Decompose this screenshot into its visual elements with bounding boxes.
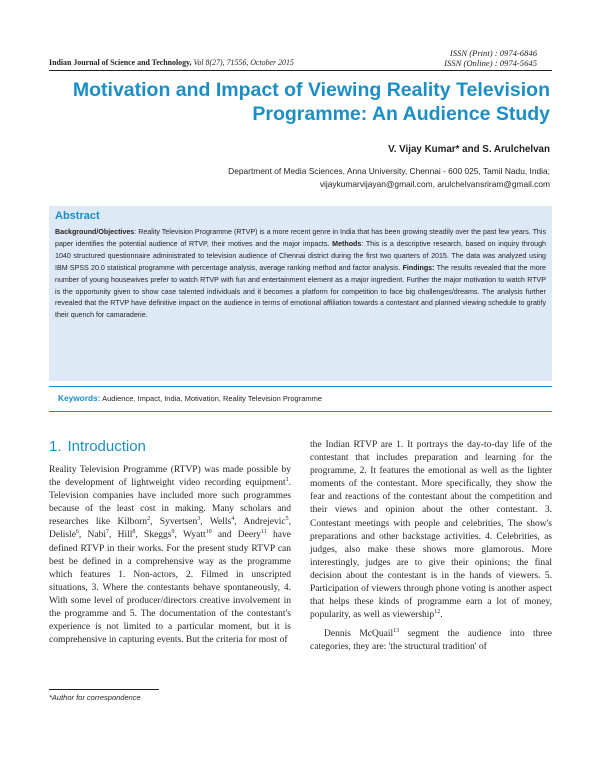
citation-ref: 3 — [197, 516, 201, 523]
intro-paragraph-2: Dennis McQuail$^{13}$ segment the audience into three categories, they are: 'the structural tradition' of — [310, 628, 552, 653]
keywords — [58, 393, 322, 403]
abstract-text — [55, 227, 546, 322]
intro-paragraph-1: Reality Television Programme (RTVP) was made possible by the development of lightweight video recording equipment$^1$. Television companies have included more such programmes because of the least cost in making. Many scholars and researches like Kilborn$^2$, Syvertsen$^3$, Wells$^4$, Andrejevic$^5$, Delisle$^6$, Nabi$^7$, Hill$^8$, Skeggs$^9$, Wyatt$^{10}$ and Deery$^{11}$ have defined RTVP in their works. For the present study RTVP can best be defined in a comprehensive way as the programme which features 1. Non-actors, 2. Filmed in unscripted situations, 3. Where the contestants behave spontaneously, 4. With some level of producer/directors creative involvement in the programme and 5. The documentation of the contestant's experience is not limited to a particular moment, but it is comprehensive in capturing events. But the criteria for most of — [49, 465, 291, 646]
footnote-rule — [49, 689, 159, 690]
keywords-text: Audience, Impact, India, Motivation, Reality Television Programme — [100, 394, 323, 403]
journal-name: Indian Journal of Science and Technology, — [49, 58, 192, 67]
citation-ref: 4 — [231, 516, 235, 523]
citation-ref: 1 — [285, 476, 289, 483]
citation-ref: 5 — [285, 516, 289, 523]
keywords-label: Keywords: — [58, 393, 101, 403]
journal-citation — [49, 58, 294, 67]
citation-ref: 10 — [205, 529, 212, 536]
citation-ref: 9 — [171, 529, 175, 536]
abstract-findings-label: Findings: — [402, 263, 435, 272]
authors: V. Vijay Kumar* and S. Arulchelvan — [388, 144, 550, 155]
right-column — [310, 439, 552, 655]
affiliation — [228, 165, 550, 191]
abstract-heading: Abstract — [55, 210, 100, 222]
citation-ref: 8 — [132, 529, 136, 536]
citation-ref: 12 — [434, 609, 441, 616]
citation-ref: 11 — [261, 529, 267, 536]
abstract-bg-text: : Reality Television Programme (RTVP) is a more recent genre in India that has been growing steadily over the past few years. This paper identifies the potential audience of RTVP, their motives and the major impacts. — [55, 228, 546, 248]
keywords-rule-bottom — [49, 411, 552, 412]
footnote: *Author for correspondence — [49, 693, 141, 702]
abstract-methods-text: : This is a descriptive research, based on inquiry through 1040 structured questionnaire administrated to television audience of Chennai district during the first two quarters of 2015. The data was analyzed using IBM SPSS 20.0 statistical programme with percentage analysis, average ranking method and factor analysis. — [55, 239, 546, 272]
section-number: 1. — [49, 438, 62, 455]
left-column — [49, 464, 291, 647]
abstract-methods-label: Methods — [332, 239, 362, 248]
citation-ref: 6 — [75, 529, 79, 536]
keywords-rule-top — [49, 386, 552, 387]
issn-print: ISSN (Print) : 0974-6846 — [449, 48, 537, 58]
abstract-box — [49, 206, 552, 381]
issn-block — [444, 48, 537, 68]
abstract-bg-label: Background/Objectives — [55, 228, 135, 236]
paper-title: Motivation and Impact of Viewing Reality Television Programme: An Audience Study — [72, 79, 550, 125]
citation-ref: 2 — [147, 516, 151, 523]
citation-ref: 13 — [393, 628, 400, 635]
abstract-findings-text: The results revealed that the more number of young housewives prefer to watch RTVP with fun and entertainment element as a major ingredient. Further the major motivation to watch RTVP is the opportunity given to show case talented individuals and it becomes a platform for competition to face big challenges/dreams. The analysis further revealed that the RTVP have definitive impact on the audience in terms of emotional affiliation towards a contestant and planned viewing schedule to gratify their quench for camaraderie. — [55, 263, 546, 320]
affiliation-line: Department of Media Sciences, Anna University, Chennai - 600 025, Tamil Nadu, India; — [228, 166, 550, 176]
intro-paragraph-1-cont: the Indian RTVP are 1. It portrays the day-to-day life of the contestant that includes preparation and learning for the programme, 2. It features the emotional as well as the lighter moments of the contestant. More specifically, they show the fear and reactions of the contestant about the competition and their views and opinion about the other contestant. 3. Contestant meetings with people and celebrities, The show's preparations and other backstage activities. 4. Celebrities, as judges, also make these shows more glamorous. More interestingly, judges are to give their opinions; the final decision about the contestant is in the hands of viewers. 5. Participation of viewers through phone voting is another aspect that helps these kinds of programme earn a lot of money, popularity, as well as viewership$^{12}$. — [310, 440, 552, 621]
journal-details: Vol 8(27), 71556, October 2015 — [193, 58, 294, 67]
issn-online: ISSN (Online) : 0974-5645 — [444, 58, 537, 68]
author-emails: vijaykumarvijayan@gmail.com, arulchelvansriram@gmail.com — [319, 179, 550, 189]
section-heading-introduction — [49, 438, 146, 455]
citation-ref: 7 — [106, 529, 110, 536]
section-title: Introduction — [67, 438, 146, 455]
header-rule — [49, 70, 552, 71]
